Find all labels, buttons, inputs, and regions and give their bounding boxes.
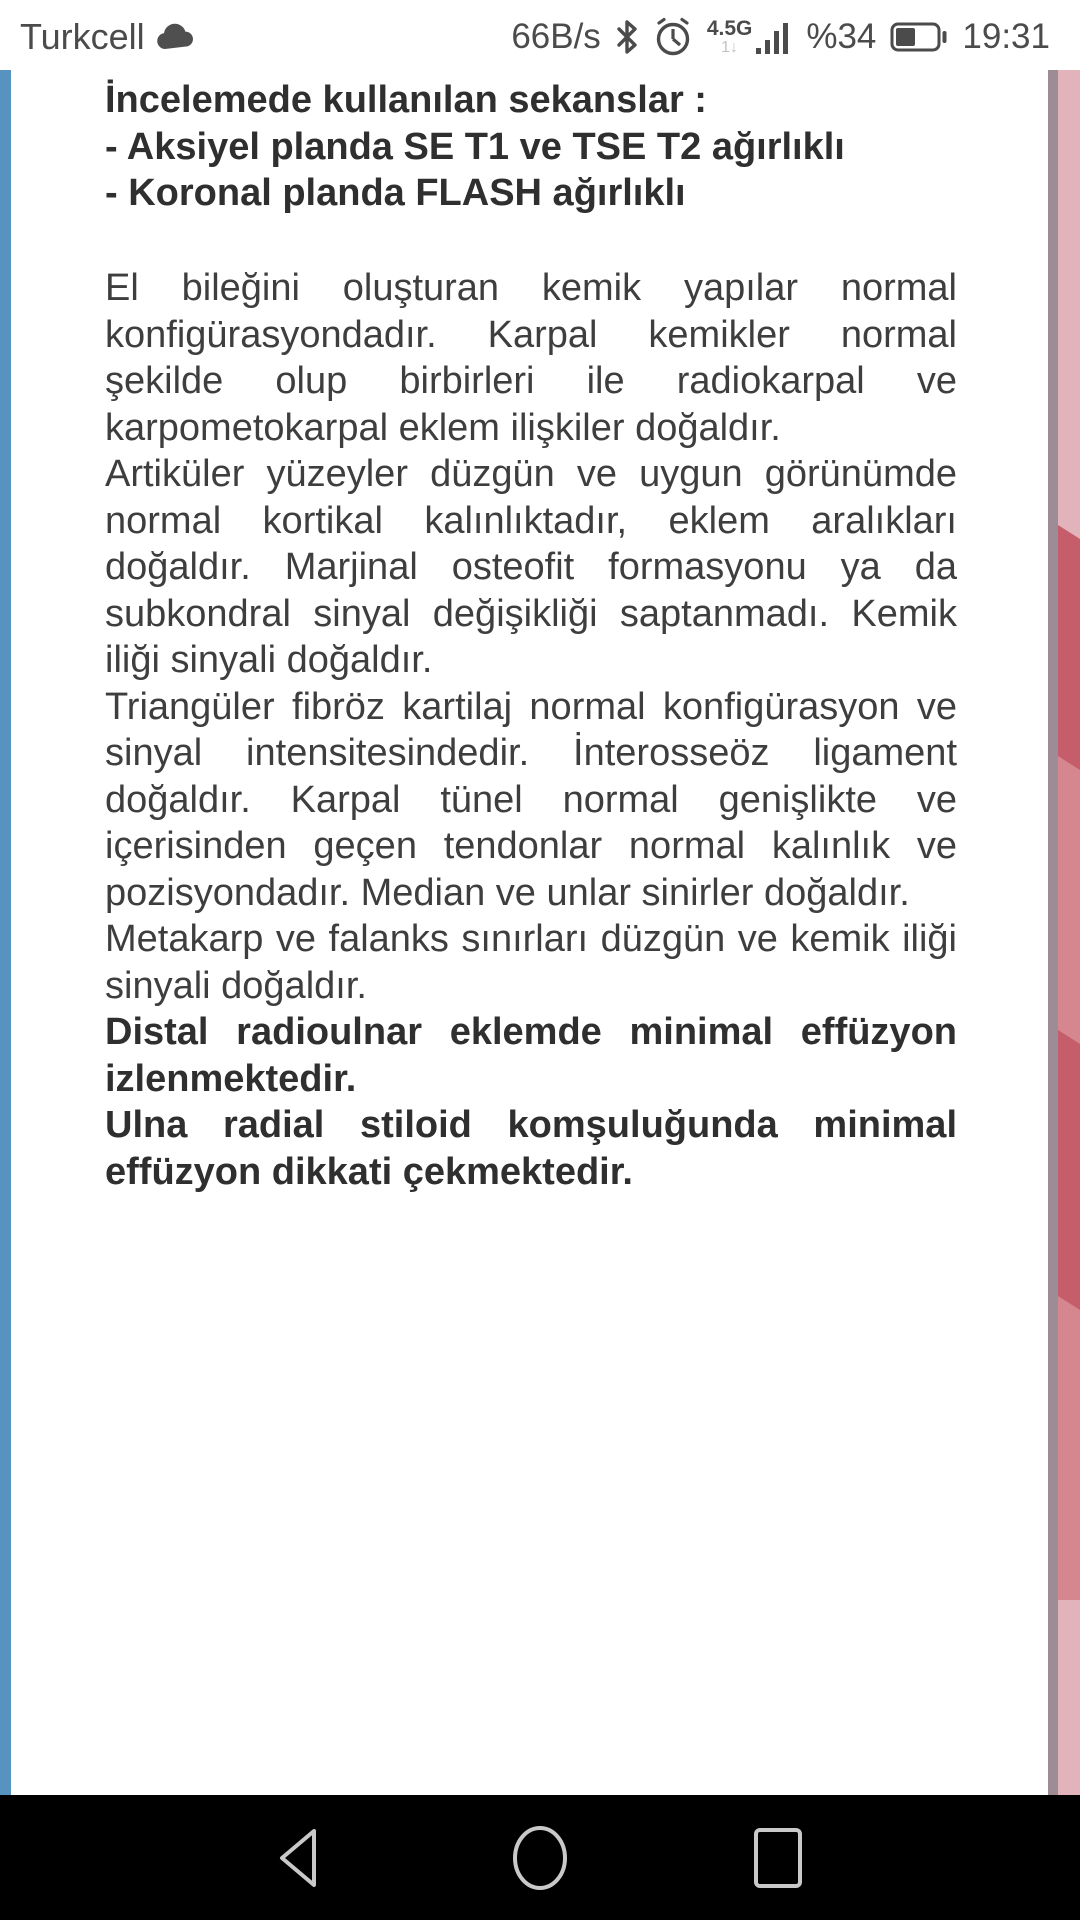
status-bar	[0, 0, 1080, 70]
status-bar-left	[20, 16, 195, 58]
battery-percent-label: %34	[806, 17, 877, 56]
data-rate-label: 66B/s	[511, 17, 601, 56]
report-paragraph: Triangüler fibröz kartilaj normal konfigürasyon ve sinyal intensitesindedir. İnterosseöz ligament doğaldır. Karpal tünel normal genişlikte ve içerisinden geçen tendonlar normal kalınlık ve pozisyondadır. Median ve unlar sinirler doğaldır.	[105, 685, 957, 914]
report-sequences-heading	[105, 77, 957, 217]
page-right-pink-ribbon	[1058, 70, 1080, 1795]
bluetooth-icon	[615, 18, 639, 56]
heading-line: İncelemede kullanılan sekanslar :	[105, 79, 707, 121]
report-paragraph: Metakarp ve falanks sınırları düzgün ve kemik iliği sinyali doğaldır.	[105, 918, 957, 1007]
pink-band-dark-lower	[1058, 1030, 1080, 1310]
clock-label: 19:31	[962, 17, 1050, 56]
home-button[interactable]	[508, 1824, 572, 1892]
recents-button[interactable]	[746, 1824, 810, 1892]
heading-line: - Aksiyel planda SE T1 ve TSE T2 ağırlıklı	[105, 125, 845, 168]
signal-bars-icon	[754, 18, 792, 56]
carrier-label: Turkcell	[20, 16, 145, 57]
network-signal-group	[707, 18, 793, 56]
heading-line: - Koronal planda FLASH ağırlıklı	[105, 172, 686, 214]
status-bar-right	[511, 17, 1050, 57]
report-paragraph: Artiküler yüzeyler düzgün ve uygun görünümde normal kortikal kalınlıktadır, eklem aralıkları doğaldır. Marjinal osteofit formasyonu ya da subkondral sinyal değişikliği saptanmadı. Kemik iliği sinyali doğaldır.	[105, 453, 957, 681]
report-body-text	[105, 265, 957, 1195]
report-finding-paragraph: Ulna radial stiloid komşuluğunda minimal effüzyon dikkati çekmektedir.	[105, 1104, 957, 1193]
android-nav-bar	[0, 1795, 1080, 1920]
report-paragraph: El bileğini oluşturan kemik yapılar normal konfigürasyondadır. Karpal kemikler normal şekilde olup birbirleri ile radiokarpal ve karpometokarpal eklem ilişkiler doğaldır.	[105, 267, 957, 449]
back-button[interactable]	[268, 1824, 332, 1892]
report-finding-paragraph: Distal radioulnar eklemde minimal effüzyon izlenmektedir.	[105, 1011, 957, 1100]
pink-band-light-top	[1058, 70, 1080, 540]
battery-icon	[890, 21, 948, 53]
cloud-icon	[155, 23, 195, 51]
page-left-blue-ribbon	[0, 70, 11, 1795]
alarm-clock-icon	[653, 17, 693, 57]
network-type-label: 4.5G 1↓	[706, 17, 753, 56]
pink-band-light-bottom	[1058, 1600, 1080, 1795]
secondary-signal-indicator: 1↓	[721, 39, 739, 56]
pink-band-dark-upper	[1058, 525, 1080, 770]
page-edge-gray-strip	[1048, 70, 1058, 1795]
